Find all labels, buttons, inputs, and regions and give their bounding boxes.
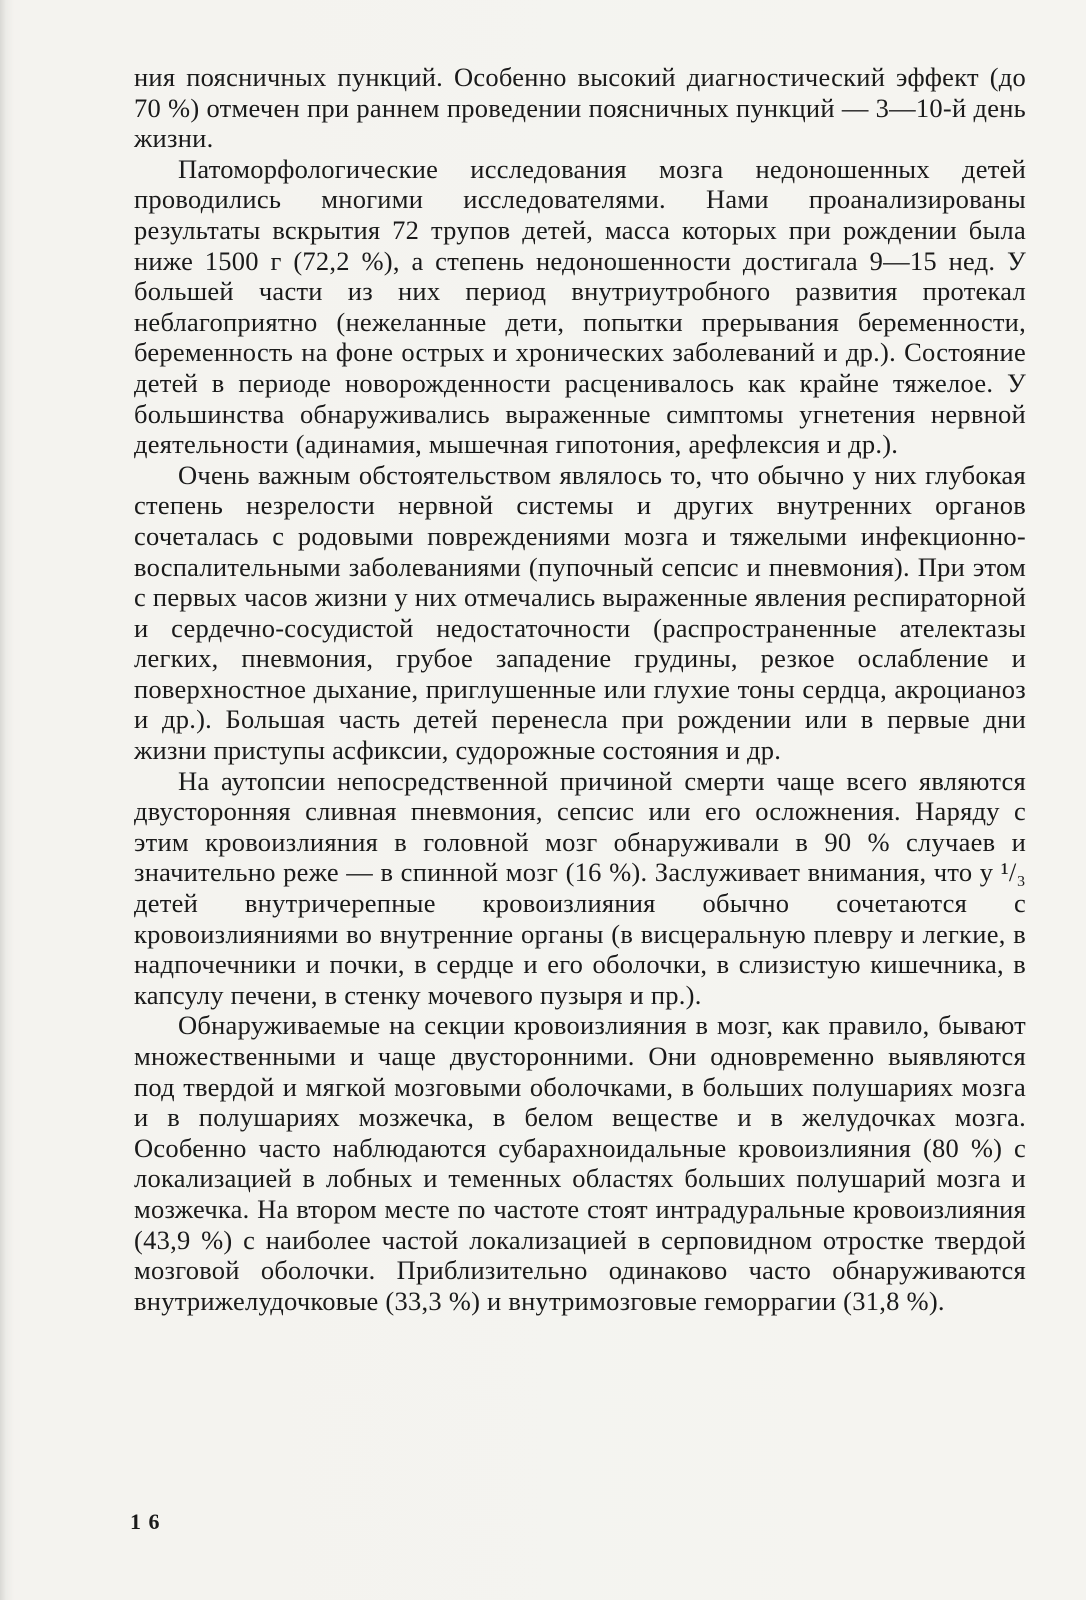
paragraph-continuation: ния поясничных пункций. Особенно высокий диагностический эффект (до 70 %) отмечен при раннем проведении поясничных пункций — 3—10-й день жизни. [134,62,1026,154]
paragraph-pathomorphology: Патоморфологические исследования мозга недоношенных детей проводились многими исследователями. Нами проанализированы результаты вскрытия 72 трупов детей, масса которых при рождении была ниже 1500 г (72,2 %), а степень недоношенности достигала 9—15 нед. У большей части из них период внутриутробного развития протекал неблагоприятно (нежеланные дети, попытки прерывания беременности, беременность на фоне острых и хронических заболеваний и др.). Состояние детей в периоде новорожденности расценивалось как крайне тяжелое. У большинства обнаруживались выраженные симптомы угнетения нервной деятельности (адинамия, мышечная гипотония, арефлексия и др.). [134,153,1026,460]
paragraph-autopsy: На аутопсии непосредственной причиной смерти чаще всего являются двусторонняя сливная пневмония, сепсис или его осложнения. Наряду с этим кровоизлияния в головной мозг обнаруживали в 90 % случаев и значительно реже — в спинной мозг (16 %). Заслуживает внимания, что у ¹/₃ детей внутричерепные кровоизлияния обычно сочетаются с кровоизлияниями во внутренние органы (в висцеральную плевру и легкие, в надпочечники и почки, в сердце и его оболочки, в слизистую кишечника, в капсулу печени, в стенку мочевого пузыря и пр.). [134,765,1026,1010]
body-text [134,62,1026,1316]
page-number: 1 6 [130,1509,161,1534]
paragraph-circumstances: Очень важным обстоятельством являлось то, что обычно у них глубокая степень незрелости нервной системы и других внутренних органов сочеталась с родовыми повреждениями мозга и тяжелыми инфекционно-воспалительными заболеваниями (пупочный сепсис и пневмония). При этом с первых часов жизни у них отмечались выраженные явления респираторной и сердечно-сосудистой недостаточности (распространенные ателектазы легких, пневмония, грубое западение грудины, резкое ослабление и поверхностное дыхание, приглушенные или глухие тоны сердца, акроцианоз и др.). Большая часть детей перенесла при рождении или в первые дни жизни приступы асфиксии, судорожные состояния и др. [134,459,1026,766]
paragraph-hemorrhages: Обнаруживаемые на секции кровоизлияния в мозг, как правило, бывают множественными и чаще двусторонними. Они одновременно выявляются под твердой и мягкой мозговыми оболочками, в больших полушариях мозга и в полушариях мозжечка, в белом веществе и в желудочках мозга. Особенно часто наблюдаются субарахноидальные кровоизлияния (80 %) с локализацией в лобных и теменных областях больших полушарий мозга и мозжечка. На втором месте по частоте стоят интрадуральные кровоизлияния (43,9 %) с наиболее частой локализацией в серповидном отростке твердой мозговой оболочки. Приблизительно одинаково часто обнаруживаются внутрижелудочковые (33,3 %) и внутримозговые геморрагии (31,8 %). [134,1010,1026,1316]
